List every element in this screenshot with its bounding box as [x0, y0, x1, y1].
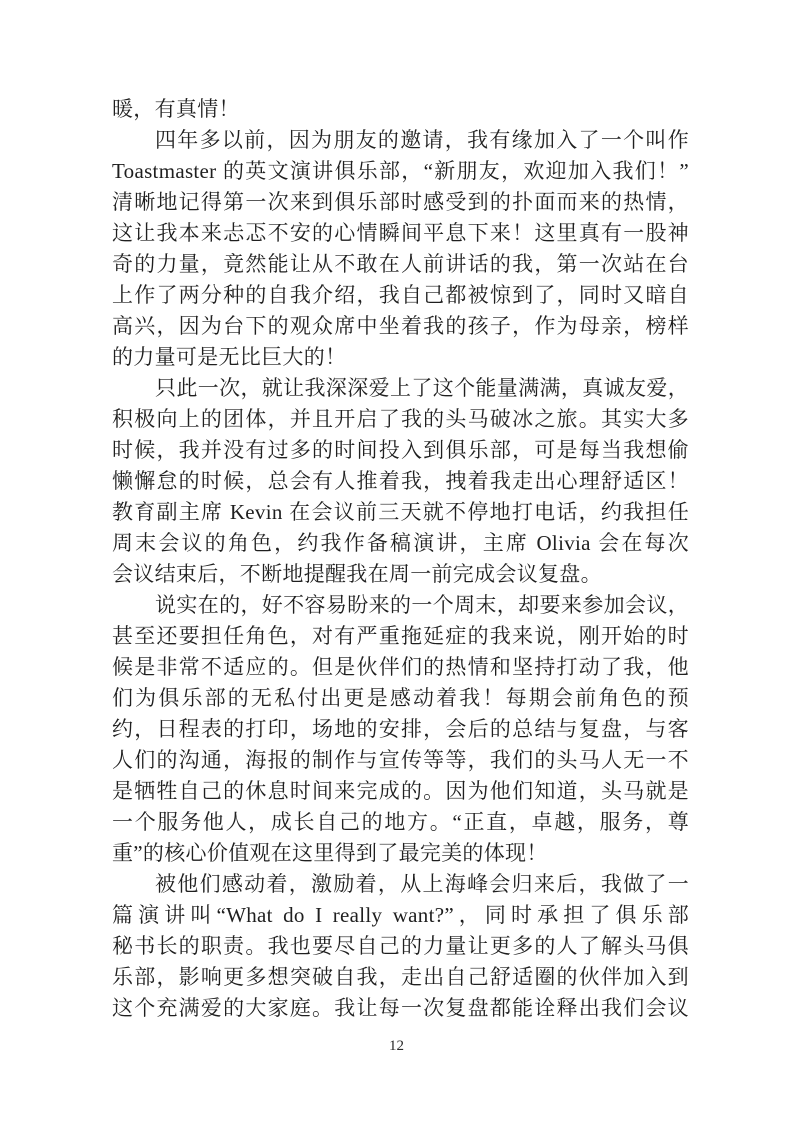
- text-line: 篇演讲叫“What do I really want?”，同时承担了俱乐部: [112, 903, 689, 927]
- body-text: [112, 94, 689, 1024]
- text-line: 懒懈怠的时候，总会有人推着我，拽着我走出心理舒适区！: [112, 469, 689, 493]
- text-line: 奇的力量，竟然能让从不敢在人前讲话的我，第一次站在台: [112, 252, 689, 276]
- text-line: 周末会议的角色，约我作备稿演讲，主席 Olivia 会在每次: [112, 531, 689, 555]
- text-line: 是牺牲自己的休息时间来完成的。因为他们知道，头马就是: [112, 779, 689, 803]
- text-line: 被他们感动着，激励着，从上海峰会归来后，我做了一: [155, 872, 689, 896]
- text-line: 乐部，影响更多想突破自我，走出自己舒适圈的伙伴加入到: [112, 965, 689, 989]
- text-line: 积极向上的团体，并且开启了我的头马破冰之旅。其实大多: [112, 407, 689, 431]
- text-line: 们为俱乐部的无私付出更是感动着我！每期会前角色的预: [112, 686, 689, 710]
- text-line: 一个服务他人，成长自己的地方。“正直，卓越，服务，尊: [112, 810, 689, 834]
- text-line: Toastmaster 的英文演讲俱乐部，“新朋友，欢迎加入我们！”: [112, 159, 689, 183]
- text-line: 暖，有真情！: [112, 97, 240, 121]
- text-line: 候是非常不适应的。但是伙伴们的热情和坚持打动了我，他: [112, 655, 689, 679]
- page-number: 12: [389, 1038, 404, 1054]
- text-line: 这让我本来忐忑不安的心情瞬间平息下来！这里真有一股神: [112, 221, 689, 245]
- text-line: 约，日程表的打印，场地的安排，会后的总结与复盘，与客: [112, 717, 689, 741]
- text-line: 只此一次，就让我深深爱上了这个能量满满，真诚友爱，: [155, 376, 689, 400]
- text-line: 四年多以前，因为朋友的邀请，我有缘加入了一个叫作: [155, 128, 689, 152]
- text-line: 清晰地记得第一次来到俱乐部时感受到的扑面而来的热情，: [112, 190, 689, 214]
- text-line: 甚至还要担任角色，对有严重拖延症的我来说，刚开始的时: [112, 624, 689, 648]
- text-line: 说实在的，好不容易盼来的一个周末，却要来参加会议，: [155, 593, 689, 617]
- text-line: 重”的核心价值观在这里得到了最完美的体现！: [112, 841, 548, 865]
- text-line: 人们的沟通，海报的制作与宣传等等，我们的头马人无一不: [112, 748, 689, 772]
- text-line: 时候，我并没有过多的时间投入到俱乐部，可是每当我想偷: [112, 438, 689, 462]
- text-line: 上作了两分种的自我介绍，我自己都被惊到了，同时又暗自: [112, 283, 689, 307]
- text-line: 秘书长的职责。我也要尽自己的力量让更多的人了解头马俱: [112, 934, 689, 958]
- text-line: 会议结束后，不断地提醒我在周一前完成会议复盘。: [112, 562, 602, 586]
- text-line: 高兴，因为台下的观众席中坐着我的孩子，作为母亲，榜样: [112, 314, 689, 338]
- text-line: 这个充满爱的大家庭。我让每一次复盘都能诠释出我们会议: [112, 996, 689, 1020]
- text-line: 教育副主席 Kevin 在会议前三天就不停地打电话，约我担任: [112, 500, 689, 524]
- text-line: 的力量可是无比巨大的！: [112, 345, 347, 369]
